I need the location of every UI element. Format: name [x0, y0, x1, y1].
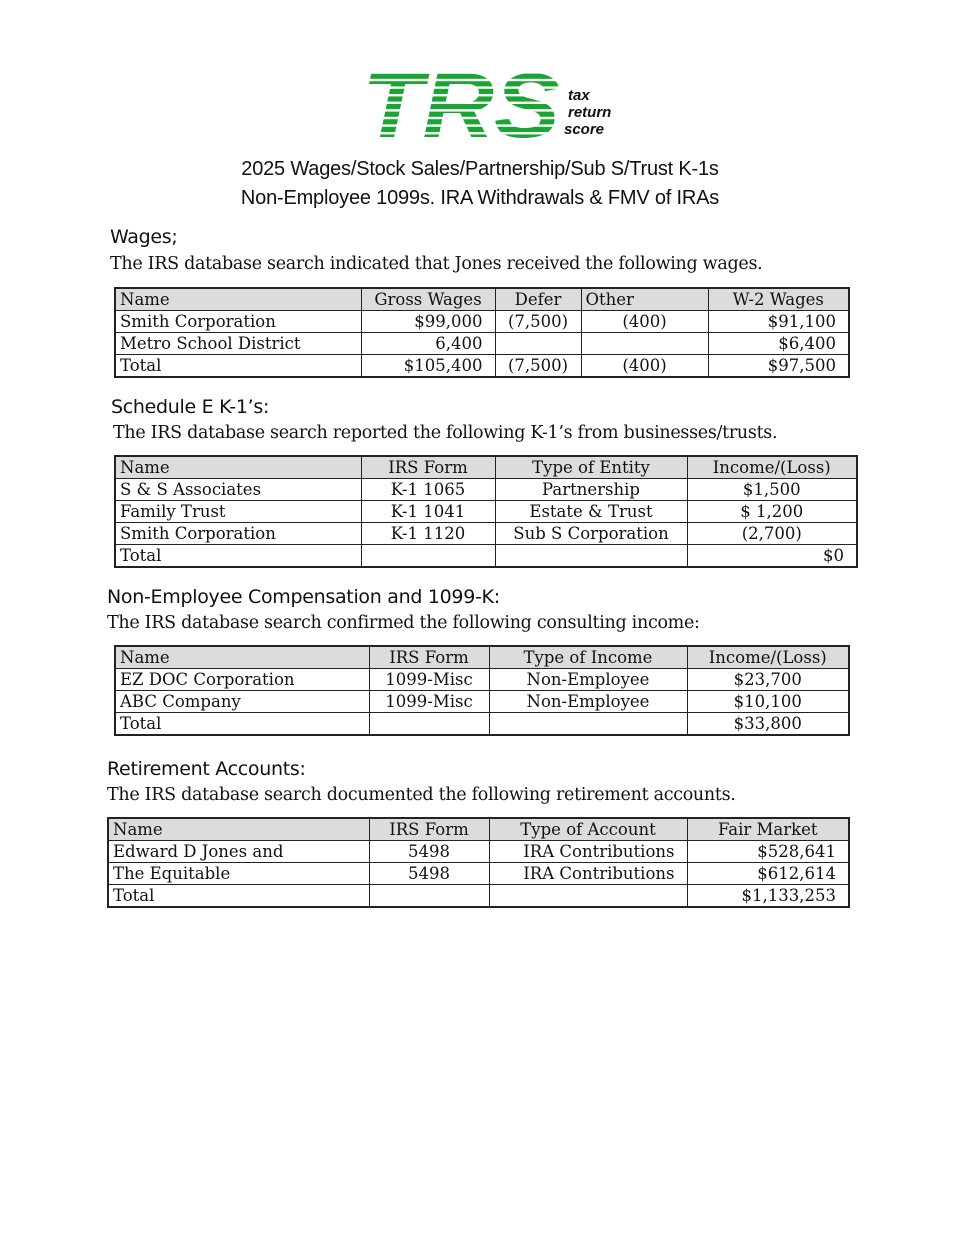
table-cell — [489, 885, 687, 908]
table-row — [108, 885, 849, 908]
table-cell: $99,000 — [361, 311, 495, 333]
nec-intro: The IRS database search confirmed the following consulting income: — [107, 613, 700, 633]
table-cell: ABC Company — [115, 691, 369, 713]
table-cell: $6,400 — [708, 333, 849, 355]
table-header-row — [115, 288, 849, 311]
table-cell: 5498 — [369, 863, 489, 885]
table-cell: (400) — [581, 311, 708, 333]
table-cell: Total — [108, 885, 369, 908]
table-cell: 5498 — [369, 841, 489, 863]
logo-tag-tax: tax — [568, 87, 590, 104]
column-header: Type of Entity — [495, 456, 687, 479]
table-cell — [489, 713, 687, 736]
logo-tag-score: score — [564, 121, 605, 138]
table-cell: 1099-Misc — [369, 669, 489, 691]
table-cell — [495, 545, 687, 568]
column-header: Name — [115, 456, 361, 479]
table-cell: $612,614 — [687, 863, 849, 885]
table-cell: $23,700 — [687, 669, 849, 691]
table-cell — [361, 545, 495, 568]
table-cell — [581, 333, 708, 355]
table-cell: (400) — [581, 355, 708, 378]
page-title-line2: Non-Employee 1099s. IRA Withdrawals & FMV of IRAs — [240, 187, 720, 209]
column-header: Type of Account — [489, 818, 687, 841]
table-cell: Edward D Jones and — [108, 841, 369, 863]
nec-table — [114, 645, 850, 736]
table-row — [108, 863, 849, 885]
table-cell — [369, 713, 489, 736]
table-row — [115, 355, 849, 378]
table-cell: 1099-Misc — [369, 691, 489, 713]
k1-intro: The IRS database search reported the following K-1’s from businesses/trusts. — [113, 423, 778, 443]
table-cell: (7,500) — [495, 311, 581, 333]
table-cell: $97,500 — [708, 355, 849, 378]
table-row — [115, 501, 857, 523]
table-cell: Non-Employee — [489, 669, 687, 691]
column-header: Type of Income — [489, 646, 687, 669]
table-header-row — [108, 818, 849, 841]
column-header: Name — [115, 646, 369, 669]
k1-table — [114, 455, 858, 568]
table-cell: $1,500 — [687, 479, 857, 501]
trs-logo — [362, 66, 622, 140]
table-cell: 6,400 — [361, 333, 495, 355]
table-cell: Total — [115, 355, 361, 378]
retirement-table — [107, 817, 850, 908]
table-row — [108, 841, 849, 863]
column-header: IRS Form — [369, 646, 489, 669]
table-cell: Smith Corporation — [115, 311, 361, 333]
table-cell: IRA Contributions — [489, 841, 687, 863]
table-cell: K-1 1041 — [361, 501, 495, 523]
retirement-heading: Retirement Accounts: — [107, 758, 306, 780]
wages-heading: Wages; — [110, 226, 178, 248]
column-header: Name — [108, 818, 369, 841]
logo-tag-return: return — [568, 104, 612, 121]
table-row — [115, 523, 857, 545]
column-header: Income/(Loss) — [687, 646, 849, 669]
column-header: Income/(Loss) — [687, 456, 857, 479]
table-cell: S & S Associates — [115, 479, 361, 501]
wages-table — [114, 287, 850, 378]
table-cell: Partnership — [495, 479, 687, 501]
table-cell: Total — [115, 545, 361, 568]
table-cell: Smith Corporation — [115, 523, 361, 545]
table-cell: The Equitable — [108, 863, 369, 885]
column-header: Defer — [495, 288, 581, 311]
table-cell: Non-Employee — [489, 691, 687, 713]
table-cell: $33,800 — [687, 713, 849, 736]
table-cell: K-1 1120 — [361, 523, 495, 545]
table-cell: EZ DOC Corporation — [115, 669, 369, 691]
table-cell: $10,100 — [687, 691, 849, 713]
table-cell: Sub S Corporation — [495, 523, 687, 545]
retirement-intro: The IRS database search documented the following retirement accounts. — [107, 785, 736, 805]
table-cell: Estate & Trust — [495, 501, 687, 523]
column-header: W-2 Wages — [708, 288, 849, 311]
table-cell — [369, 885, 489, 908]
table-cell: (7,500) — [495, 355, 581, 378]
table-header-row — [115, 456, 857, 479]
table-cell: $528,641 — [687, 841, 849, 863]
page-title-line1: 2025 Wages/Stock Sales/Partnership/Sub S/Trust K-1s — [241, 158, 719, 180]
table-row — [115, 479, 857, 501]
wages-intro: The IRS database search indicated that Jones received the following wages. — [110, 254, 763, 274]
table-cell — [495, 333, 581, 355]
table-row — [115, 311, 849, 333]
k1-heading: Schedule E K-1’s: — [111, 396, 270, 418]
table-row — [115, 545, 857, 568]
column-header: Other — [581, 288, 708, 311]
table-cell: $ 1,200 — [687, 501, 857, 523]
table-cell: Total — [115, 713, 369, 736]
column-header: IRS Form — [361, 456, 495, 479]
table-cell: (2,700) — [687, 523, 857, 545]
nec-heading: Non-Employee Compensation and 1099-K: — [107, 586, 500, 608]
table-cell: $0 — [687, 545, 857, 568]
column-header: IRS Form — [369, 818, 489, 841]
column-header: Fair Market — [687, 818, 849, 841]
table-row — [115, 713, 849, 736]
table-row — [115, 691, 849, 713]
table-cell: Metro School District — [115, 333, 361, 355]
table-cell: K-1 1065 — [361, 479, 495, 501]
table-row — [115, 333, 849, 355]
logo-mark: TRS — [362, 66, 560, 140]
column-header: Gross Wages — [361, 288, 495, 311]
table-cell: Family Trust — [115, 501, 361, 523]
table-cell: $1,133,253 — [687, 885, 849, 908]
table-row — [115, 669, 849, 691]
table-cell: $91,100 — [708, 311, 849, 333]
table-header-row — [115, 646, 849, 669]
table-cell: IRA Contributions — [489, 863, 687, 885]
column-header: Name — [115, 288, 361, 311]
table-cell: $105,400 — [361, 355, 495, 378]
